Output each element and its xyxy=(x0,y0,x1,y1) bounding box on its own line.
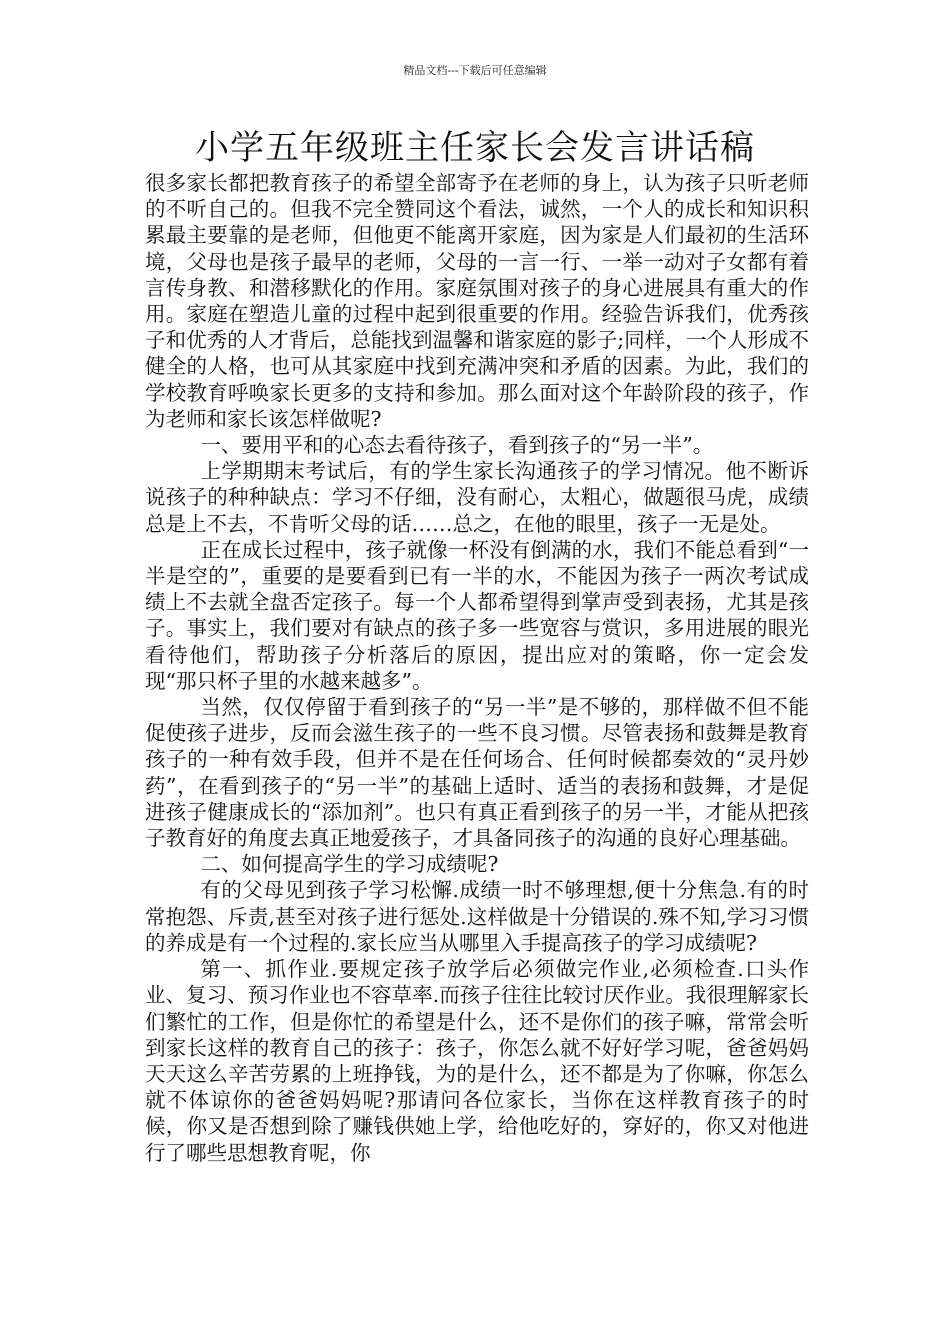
paragraph: 第一、抓作业.要规定孩子放学后必须做完作业,必须检查.口头作业、复习、预习作业也不容草率.而孩子往往比较讨厌作业。我很理解家长们繁忙的工作，但是你忙的希望是什么，还不是你们的孩子嘛，常常会听到家长这样的教育自己的孩子：孩子，你怎么就不好好学习呢，爸爸妈妈天天这么辛苦劳累的上班挣钱，为的是什么，还不都是为了你嘛，你怎么就不体谅你的爸爸妈妈呢?那请问各位家长，当你在这样教育孩子的时候，你又是否想到除了赚钱供她上学，给他吃好的，穿好的，你又对他进行了哪些思想教育呢，你 xyxy=(145,957,809,1165)
document-body xyxy=(145,170,809,1166)
paragraph-intro: 很多家长都把教育孩子的希望全部寄予在老师的身上，认为孩子只听老师的不听自己的。但我不完全赞同这个看法，诚然，一个人的成长和知识积累最主要靠的是老师，但他更不能离开家庭，因为家是人们最初的生活环境，父母也是孩子最早的老师，父母的一言一行、一举一动对子女都有着言传身教、和潜移默化的作用。家庭氛围对孩子的身心进展具有重大的作用。家庭在塑造儿童的过程中起到很重要的作用。经验告诉我们，优秀孩子和优秀的人才背后，总能找到温馨和谐家庭的影子;同样，一个人形成不健全的人格，也可从其家庭中找到充满冲突和矛盾的因素。为此，我们的学校教育呼唤家长更多的支持和参加。那么面对这个年龄阶段的孩子，作为老师和家长该怎样做呢? xyxy=(145,171,809,431)
paragraph: 正在成长过程中，孩子就像一杯没有倒满的水，我们不能总看到“一半是空的”，重要的是要看到已有一半的水，不能因为孩子一两次考试成绩上不去就全盘否定孩子。每一个人都希望得到掌声受到表扬，尤其是孩子。事实上，我们要对有缺点的孩子多一些宽容与赏识，多用进展的眼光看待他们，帮助孩子分析落后的原因，提出应对的策略，你一定会发现“那只杯子里的水越来越多”。 xyxy=(145,537,809,693)
page-header: 精品文档---下载后可任意编辑 xyxy=(403,64,547,77)
paragraph: 上学期期末考试后，有的学生家长沟通孩子的学习情况。他不断诉说孩子的种种缺点：学习不仔细，没有耐心，太粗心，做题很马虎，成绩总是上不去，不肯听父母的话……总之，在他的眼里，孩子一无是处。 xyxy=(145,459,809,536)
paragraph: 有的父母见到孩子学习松懈.成绩一时不够理想,便十分焦急.有的时常抱怨、斥责,甚至对孩子进行惩处.这样做是十分错误的.殊不知,学习习惯的养成是有一个过程的.家长应当从哪里入手提高孩子的学习成绩呢? xyxy=(145,878,809,955)
document-title: 小学五年级班主任家长会发言讲话稿 xyxy=(195,128,755,168)
section-heading-2: 二、如何提高学生的学习成绩呢? xyxy=(200,852,499,877)
paragraph: 当然，仅仅停留于看到孩子的“另一半”是不够的，那样做不但不能促使孩子进步，反而会滋生孩子的一些不良习惯。尽管表扬和鼓舞是教育孩子的一种有效手段，但并不是在任何场合、任何时候都奏效的“灵丹妙药”，在看到孩子的“另一半”的基础上适时、适当的表扬和鼓舞，才是促进孩子健康成长的“添加剂”。也只有真正看到孩子的另一半，才能从把孩子教育好的角度去真正地爱孩子，才具备同孩子的沟通的良好心理基础。 xyxy=(145,695,809,851)
section-heading-1: 一、要用平和的心态去看待孩子，看到孩子的“另一半”。 xyxy=(200,433,714,458)
